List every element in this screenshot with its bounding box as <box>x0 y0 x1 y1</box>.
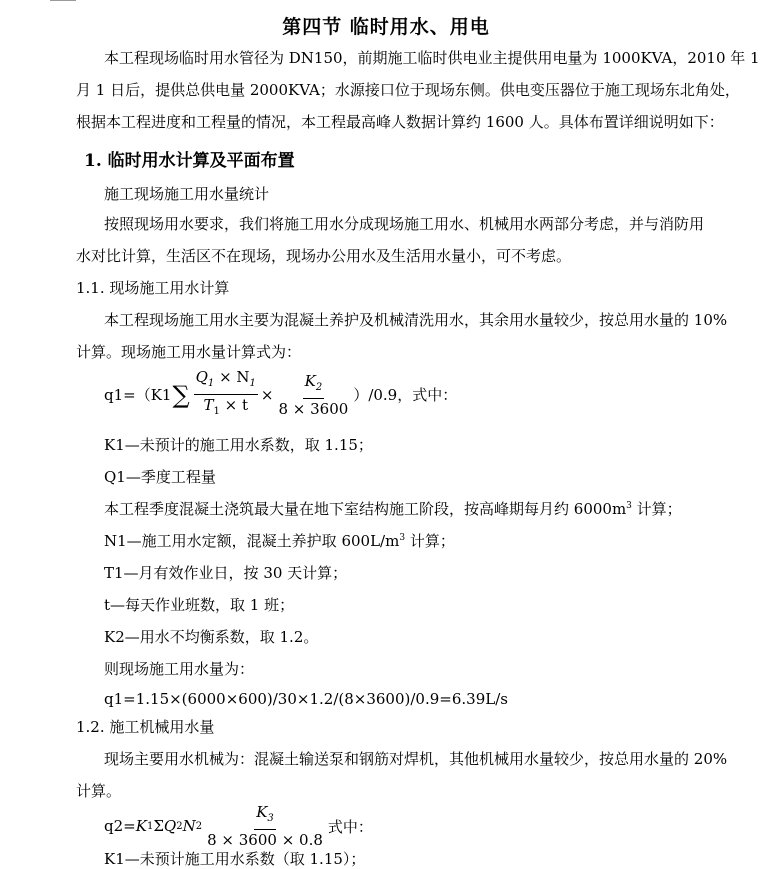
var-k1: K1—未预计的施工用水系数，取 1.15； <box>104 436 373 454</box>
var-k1-machine: K1—未预计施工用水系数（取 1.15）； <box>104 850 366 868</box>
heading-1-2: 1.2. 施工机械用水量 <box>76 718 215 736</box>
var-q1: Q1—季度工程量 <box>104 468 216 486</box>
sub11-line-1: 本工程现场施工用水主要为混凝土养护及机械清洗用水，其余用水量较少，按总用水量的 10% <box>104 311 728 329</box>
sub12-line-2: 计算。 <box>76 782 122 800</box>
heading-1-1: 1.1. 现场施工用水计算 <box>76 279 230 297</box>
stat-line-2: 水对比计算，生活区不在现场，现场办公用水及生活用水量小，可不考虑。 <box>76 247 572 265</box>
stat-label: 施工现场施工用水量统计 <box>104 185 270 203</box>
intro-line-1: 本工程现场临时用水管径为 DN150，前期施工临时供电业主提供用电量为 1000KVA，2010 年 1 <box>104 49 760 67</box>
formula-q1 <box>104 368 457 421</box>
formula-q1-fraction-1: $\frac{Q_1 \times N_1}{T_1 \times t}$ <box>195 368 256 417</box>
times-symbol: × <box>260 385 274 404</box>
var-t: t—每天作业班数，取 1 班； <box>104 596 295 614</box>
formula-q2-fraction: $\frac{K_3}{8 \times 3600 \times 0.8}$ <box>207 803 323 849</box>
sub12-line-1: 现场主要用水机械为：混凝土输送泵和钢筋对焊机，其他机械用水量较少，按总用水量的 20% <box>104 750 728 768</box>
formula-q2: q2= K 1 Σ Q 2 N 2 $\frac{K_3}{8 \times 3600 \times 0.8}$ 式中： <box>104 803 373 849</box>
var-k2: K2—用水不均衡系数，取 1.2。 <box>104 628 319 646</box>
formula-q2-suffix: 式中： <box>327 817 373 836</box>
section-title: 第四节 临时用水、用电 <box>282 16 490 38</box>
sigma-symbol: ∑ <box>172 380 190 409</box>
var-n1: N1—施工用水定额，混凝土养护取 $600L/m^3$ 计算； <box>104 532 455 550</box>
var-t1: T1—月有效作业日，按 30 天计算； <box>104 564 348 582</box>
season-line: 本工程季度混凝土浇筑最大量在地下室结构施工阶段，按高峰期每月约 $6000m^3$ 计算； <box>104 500 682 518</box>
sub11-line-2: 计算。现场施工用水量计算式为： <box>76 343 302 361</box>
stat-line-1: 按照现场用水要求，我们将施工用水分成现场施工用水、机械用水两部分考虑，并与消防用 <box>104 215 705 233</box>
q1-result: q1=1.15×(6000×600)/30×1.2/(8×3600)/0.9=6.39L/s <box>104 690 508 708</box>
intro-line-3: 根据本工程进度和工程量的情况，本工程最高峰人数据计算约 1600 人。具体布置详细说明如下： <box>76 113 724 131</box>
intro-line-2: 月 1 日后，提供总供电量 2000KVA；水源接口位于现场东侧。供电变压器位于施工现场东北角处， <box>76 81 740 99</box>
heading-1: 1. 临时用水计算及平面布置 <box>84 151 295 171</box>
then-line: 则现场施工用水量为： <box>104 660 255 678</box>
formula-q1-suffix: ）/0.9，式中： <box>353 386 458 404</box>
corner-mark <box>50 0 76 1</box>
formula-q1-prefix: q1=（K1 <box>104 386 172 404</box>
formula-q1-fraction-2: $\frac{K_2}{8 \times 3600}$ <box>278 371 349 418</box>
